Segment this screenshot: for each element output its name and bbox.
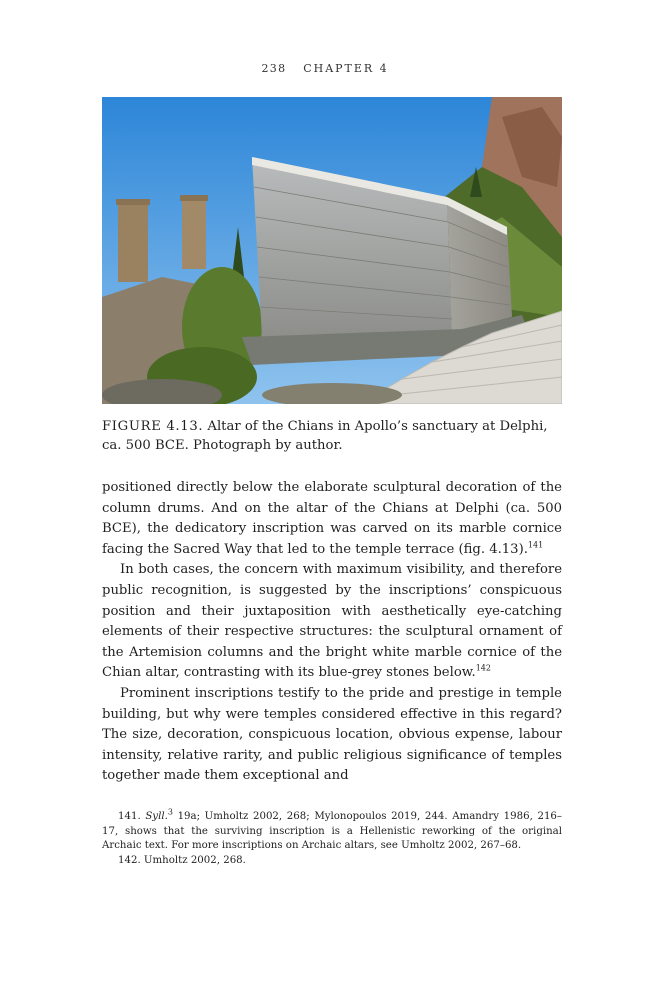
figure-caption-text: Altar of the Chians in Apollo’s sanctuary at Delphi, ca. 500 BCE. Photograph by author.	[102, 419, 548, 453]
note-ref-142[interactable]: 142	[475, 663, 491, 673]
chapter-title: CHAPTER 4	[303, 62, 389, 75]
footnotes	[102, 807, 562, 868]
paragraph-1-text: positioned directly below the elaborate sculptural decoration of the column drums. And on the altar of the Chians at Delphi (ca. 500 BCE), the dedicatory inscription was carved on its marble cornice facing the Sacred Way that led to the temple terrace (fig. 4.13).	[102, 480, 562, 557]
paragraph-3: Prominent inscriptions testify to the pride and prestige in temple building, but why were temples considered effective in this regard? The size, decoration, conspicuous location, obvious expense, labour intensity, relative rarity, and public religious significance of temples together made them exceptional and	[102, 685, 562, 784]
paragraph-1	[102, 478, 562, 560]
paragraph-2-text: In both cases, the concern with maximum visibility, and therefore public recognition, is suggested by the inscriptions’ conspicuous position and their juxtaposition with aesthetically eye-catching elements of their respective structures: the sculptural ornament of the Artemision columns and the bright white marble cornice of the Chian altar, contrasting with its blue-grey stones below.	[102, 562, 562, 681]
page-number: 238	[261, 62, 287, 75]
figure-caption	[102, 417, 562, 455]
column-right	[182, 199, 206, 269]
paragraph-2	[102, 560, 562, 684]
running-header	[0, 62, 650, 75]
footnote-142: 142. Umholtz 2002, 268.	[118, 854, 246, 866]
note-ref-141[interactable]: 141	[527, 540, 544, 550]
figure-label: FIGURE 4.13.	[102, 419, 204, 434]
body-text	[102, 478, 562, 787]
figure-photo-delphi-altar	[102, 97, 562, 404]
footnote-141: 141. Syll.$^3$ 19a; Umholtz 2002, 268; Mylonopoulos 2019, 244. Amandry 1986, 216–17, shows that the surviving inscription is a Hellenistic reworking of the original Archaic text. For more inscriptions on Archaic altars, see Umholtz 2002, 267–68.	[102, 807, 562, 852]
column-left	[118, 202, 148, 282]
